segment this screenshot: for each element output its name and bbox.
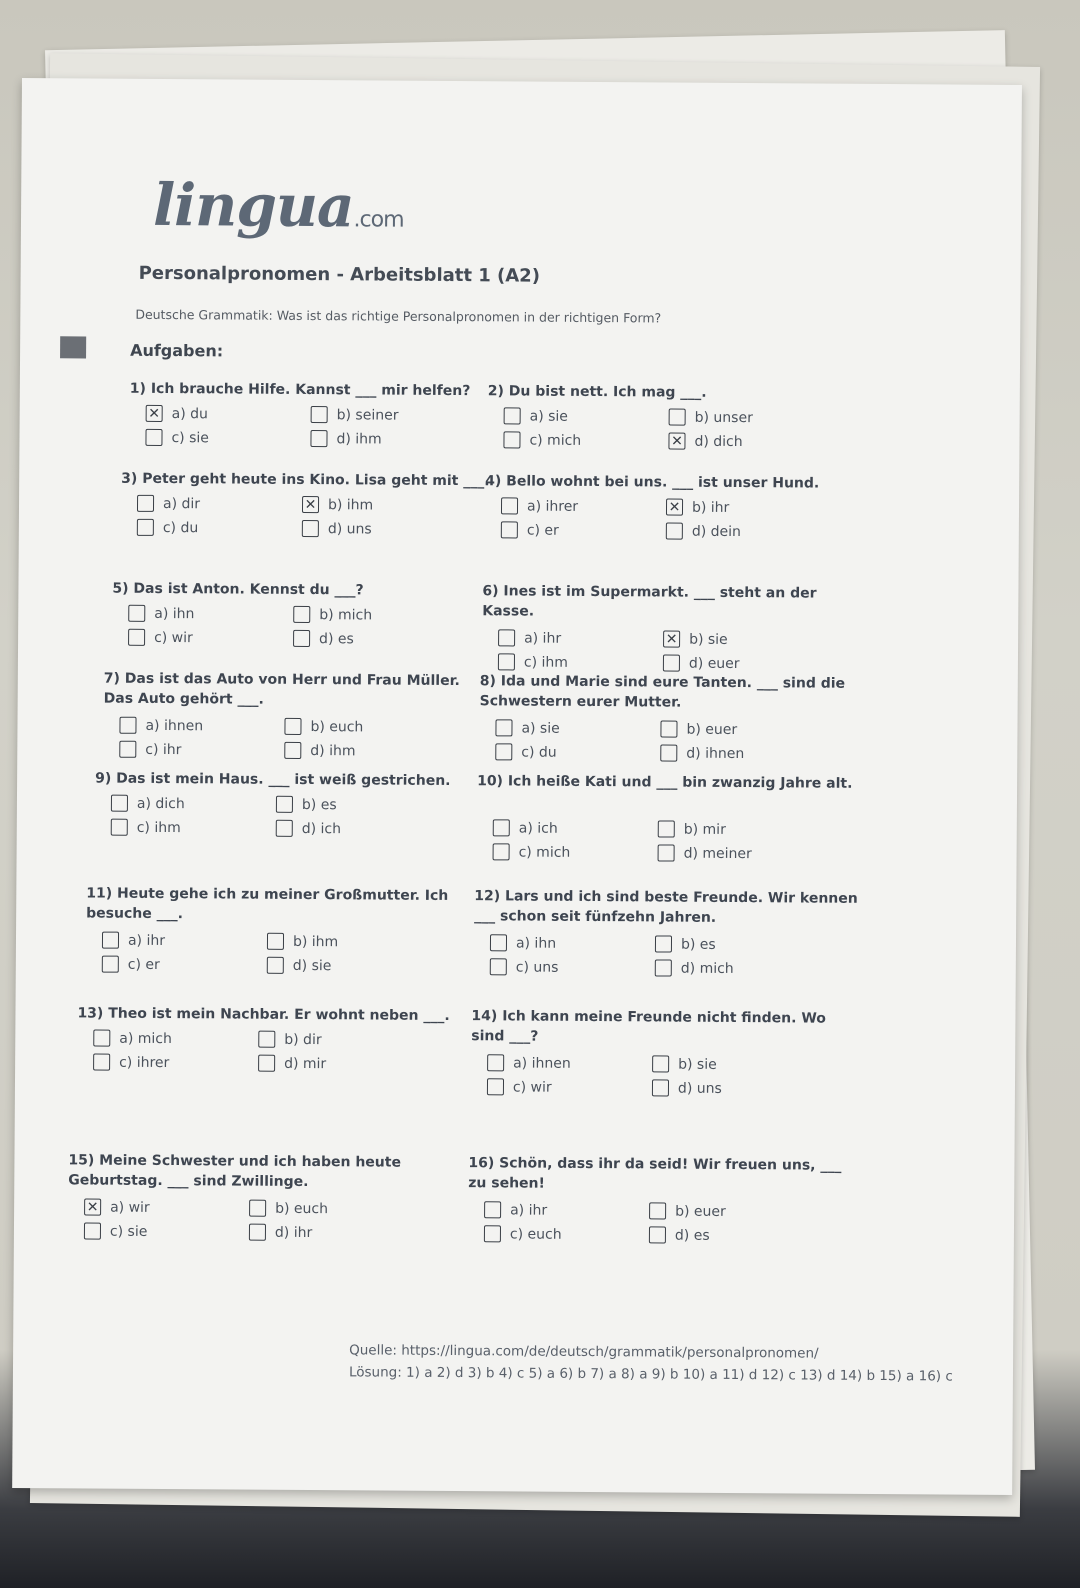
- checkbox-a[interactable]: [137, 495, 154, 512]
- question-6: 6) Ines ist im Supermarkt. ___ steht an der Kasse.: [482, 583, 817, 620]
- checkbox-b[interactable]: [249, 1200, 266, 1217]
- option-d[interactable]: [284, 742, 355, 759]
- option-c[interactable]: [487, 1078, 552, 1095]
- option-label: d) ihr: [274, 1224, 313, 1241]
- option-label: d) meiner: [683, 845, 752, 862]
- checkbox-d[interactable]: [284, 742, 301, 759]
- checkbox-c[interactable]: [490, 958, 507, 975]
- question-9-options: [111, 795, 441, 851]
- option-label: a) dir: [162, 495, 201, 512]
- question-11-options: [102, 932, 432, 988]
- option-d[interactable]: [276, 820, 341, 837]
- option-label: c) sie: [109, 1223, 148, 1240]
- checkbox-d[interactable]: [302, 520, 319, 537]
- checkbox-d[interactable]: [658, 844, 675, 861]
- option-b[interactable]: [293, 606, 372, 624]
- option-a[interactable]: [146, 405, 208, 422]
- option-c[interactable]: [119, 741, 181, 758]
- option-d[interactable]: [660, 744, 744, 762]
- checkbox-d[interactable]: [310, 430, 327, 447]
- option-a[interactable]: [484, 1201, 547, 1218]
- option-label: b) seiner: [336, 406, 399, 424]
- checkbox-d[interactable]: [267, 957, 284, 974]
- option-label: c) sie: [171, 429, 209, 446]
- page-title: Personalpronomen - Arbeitsblatt 1 (A2): [138, 262, 541, 287]
- question-13: 13) Theo ist mein Nachbar. Er wohnt neben ___.: [77, 1005, 450, 1025]
- option-label: d) es: [674, 1227, 710, 1244]
- option-label: a) ihr: [510, 1201, 548, 1219]
- option-label: b) euer: [686, 721, 738, 738]
- option-label: d) uns: [327, 520, 372, 537]
- option-c[interactable]: [128, 629, 193, 646]
- option-label: a) mich: [119, 1030, 172, 1047]
- checkbox-b[interactable]: ✕: [666, 499, 683, 516]
- option-label: a) du: [171, 405, 208, 422]
- option-label: d) euer: [688, 655, 740, 672]
- question-5-options: [128, 605, 458, 661]
- option-label: d) mich: [680, 960, 734, 977]
- option-a[interactable]: [495, 719, 559, 736]
- checkbox-d[interactable]: [663, 654, 680, 671]
- checkbox-d[interactable]: [652, 1079, 669, 1096]
- checkbox-a[interactable]: [102, 932, 119, 949]
- checkbox-a[interactable]: [93, 1030, 110, 1047]
- option-b[interactable]: [276, 796, 337, 813]
- question-12: 12) Lars und ich sind beste Freunde. Wir kennen ___ schon seit fünfzehn Jahren.: [474, 888, 858, 926]
- option-label: b) sie: [689, 631, 728, 648]
- option-b[interactable]: [249, 1200, 328, 1218]
- option-label: a) sie: [521, 720, 560, 737]
- question-8-options: [495, 719, 825, 775]
- option-label: b) mich: [319, 606, 373, 623]
- option-label: b) ihr: [691, 499, 730, 516]
- checkbox-c[interactable]: [111, 819, 128, 836]
- checkbox-a[interactable]: ✕: [146, 405, 163, 422]
- worksheet-page: [12, 78, 1022, 1495]
- checkbox-b[interactable]: [655, 935, 672, 952]
- question-9: 9) Das ist mein Haus. ___ ist weiß gestrichen.: [95, 770, 451, 790]
- checkbox-d[interactable]: [258, 1055, 275, 1072]
- option-b[interactable]: [652, 1055, 717, 1072]
- option-label: b) euer: [675, 1203, 726, 1220]
- checkbox-a[interactable]: [501, 497, 518, 514]
- question-4: 4) Bello wohnt bei uns. ___ ist unser Hund.: [485, 473, 820, 492]
- option-label: b) ihm: [327, 496, 374, 513]
- option-label: c) er: [526, 522, 559, 539]
- option-label: c) er: [127, 956, 160, 973]
- checkbox-d[interactable]: [276, 820, 293, 837]
- question-4-options: [501, 497, 831, 553]
- option-a[interactable]: [119, 717, 203, 735]
- checkbox-a[interactable]: [498, 629, 515, 646]
- checkbox-c[interactable]: [503, 431, 520, 448]
- option-c[interactable]: [484, 1225, 562, 1243]
- checkbox-b[interactable]: [293, 606, 310, 623]
- checkbox-c[interactable]: [495, 743, 512, 760]
- option-a[interactable]: [493, 819, 558, 836]
- option-d[interactable]: [655, 959, 734, 977]
- question-12-options: [490, 934, 820, 990]
- option-label: d) ich: [301, 820, 342, 837]
- option-label: c) euch: [509, 1225, 562, 1243]
- checkbox-c[interactable]: [501, 521, 518, 538]
- checkbox-a[interactable]: [504, 407, 521, 424]
- option-b[interactable]: [655, 935, 716, 952]
- question-10-options: [492, 819, 822, 875]
- question-2-options: [503, 407, 833, 463]
- option-c[interactable]: [93, 1054, 169, 1072]
- option-label: c) ihm: [136, 819, 181, 836]
- option-label: c) mich: [529, 432, 582, 449]
- checkbox-d[interactable]: [660, 744, 677, 761]
- option-label: d) sie: [292, 957, 332, 974]
- option-label: d) mir: [284, 1055, 327, 1072]
- option-d[interactable]: [663, 654, 740, 672]
- option-label: a) dich: [136, 795, 185, 812]
- option-b[interactable]: [658, 820, 726, 837]
- option-label: d) uns: [677, 1080, 722, 1097]
- option-b[interactable]: [311, 406, 399, 424]
- question-10: 10) Ich heiße Kati und ___ bin zwanzig Jahre alt.: [477, 773, 853, 792]
- checkbox-b[interactable]: [311, 406, 328, 423]
- source-line: Quelle: https://lingua.com/de/deutsch/grammatik/personalpronomen/: [349, 1342, 819, 1362]
- checkbox-d[interactable]: ✕: [668, 433, 685, 450]
- option-b[interactable]: [302, 496, 373, 513]
- checkbox-a[interactable]: [484, 1201, 501, 1218]
- question-7: 7) Das ist das Auto von Herr und Frau Müller. Das Auto gehört ___.: [103, 670, 460, 708]
- option-label: c) ihm: [523, 654, 569, 671]
- option-a[interactable]: [137, 495, 200, 512]
- option-c[interactable]: [102, 956, 160, 973]
- option-d[interactable]: [302, 520, 372, 537]
- checkbox-c[interactable]: [119, 741, 136, 758]
- checkbox-a[interactable]: [119, 717, 136, 734]
- question-1-options: [145, 405, 475, 461]
- option-a[interactable]: [84, 1198, 150, 1215]
- question-8: 8) Ida und Marie sind eure Tanten. ___ sind die Schwestern eurer Mutter.: [479, 673, 846, 711]
- option-a[interactable]: [102, 932, 165, 949]
- option-label: a) ihnen: [513, 1054, 571, 1072]
- option-label: b) ihm: [292, 933, 339, 950]
- checkbox-a[interactable]: [495, 719, 512, 736]
- option-a[interactable]: [128, 605, 194, 622]
- section-heading: Aufgaben:: [130, 340, 224, 361]
- option-c[interactable]: [498, 653, 568, 670]
- option-label: d) dein: [691, 523, 741, 540]
- checkbox-b[interactable]: [660, 720, 677, 737]
- option-label: b) unser: [694, 409, 753, 426]
- option-label: b) mir: [683, 821, 726, 838]
- question-16-options: [484, 1201, 814, 1257]
- checkbox-c[interactable]: [498, 653, 515, 670]
- option-label: d) ihm: [336, 430, 382, 448]
- option-d[interactable]: [310, 430, 381, 447]
- option-label: a) wir: [110, 1199, 150, 1216]
- option-c[interactable]: [503, 431, 581, 449]
- checkbox-d[interactable]: [655, 959, 672, 976]
- checkbox-b[interactable]: [669, 409, 686, 426]
- checkbox-b[interactable]: [267, 933, 284, 950]
- option-b[interactable]: [284, 718, 363, 736]
- question-5: 5) Das ist Anton. Kennst du ___?: [112, 580, 364, 599]
- checkbox-a[interactable]: [493, 819, 510, 836]
- option-label: b) sie: [678, 1056, 717, 1073]
- question-15-options: [84, 1198, 414, 1254]
- lingua-logo: lingua.com: [152, 170, 404, 241]
- checkbox-b[interactable]: [258, 1031, 275, 1048]
- option-c[interactable]: [501, 521, 559, 538]
- option-label: d) ihnen: [686, 745, 745, 762]
- checkbox-b[interactable]: ✕: [663, 630, 680, 647]
- option-c[interactable]: [137, 519, 198, 536]
- page-subtitle: Deutsche Grammatik: Was ist das richtige Personalpronomen in der richtigen Form?: [135, 306, 662, 326]
- option-label: c) uns: [515, 958, 559, 976]
- checkbox-d[interactable]: [649, 1226, 666, 1243]
- option-label: c) wir: [154, 629, 193, 646]
- question-3-options: [137, 495, 467, 551]
- checkbox-c[interactable]: [137, 519, 154, 536]
- option-b[interactable]: [649, 1202, 726, 1220]
- option-label: c) ihr: [145, 741, 182, 758]
- option-label: d) dich: [694, 433, 743, 450]
- option-d[interactable]: [258, 1055, 326, 1072]
- option-d[interactable]: [293, 630, 354, 647]
- checkbox-c[interactable]: [493, 843, 510, 860]
- question-7-options: [119, 717, 449, 773]
- option-label: c) wir: [512, 1078, 552, 1096]
- option-label: a) ich: [518, 819, 558, 837]
- question-16: 16) Schön, dass ihr da seid! Wir freuen uns, ___ zu sehen!: [468, 1155, 842, 1192]
- checkbox-b[interactable]: [652, 1055, 669, 1072]
- option-a[interactable]: [501, 497, 578, 515]
- option-a[interactable]: [490, 934, 556, 951]
- option-d[interactable]: [649, 1226, 710, 1243]
- checkbox-a[interactable]: [487, 1054, 504, 1071]
- option-b[interactable]: [267, 933, 338, 950]
- question-11: 11) Heute gehe ich zu meiner Großmutter. Ich besuche ___.: [86, 885, 449, 923]
- checkbox-a[interactable]: [111, 795, 128, 812]
- option-a[interactable]: [487, 1054, 571, 1072]
- option-c[interactable]: [84, 1222, 148, 1239]
- option-label: a) ihrer: [526, 498, 579, 515]
- option-label: a) ihn: [515, 934, 557, 952]
- section-marker-square: [60, 336, 86, 358]
- option-label: c) du: [521, 744, 557, 761]
- option-c[interactable]: [493, 843, 571, 861]
- checkbox-d[interactable]: [293, 630, 310, 647]
- option-label: a) ihnen: [145, 717, 204, 734]
- question-1: 1) Ich brauche Hilfe. Kannst ___ mir helfen?: [129, 380, 471, 400]
- option-label: b) es: [680, 936, 716, 953]
- checkbox-c[interactable]: [93, 1054, 110, 1071]
- option-a[interactable]: [498, 629, 561, 646]
- option-label: b) euch: [275, 1200, 329, 1217]
- question-15: 15) Meine Schwester und ich haben heute Geburtstag. ___ sind Zwillinge.: [68, 1152, 402, 1191]
- checkbox-b[interactable]: [649, 1202, 666, 1219]
- checkbox-b[interactable]: [658, 820, 675, 837]
- option-b[interactable]: [666, 499, 729, 516]
- checkbox-c[interactable]: [484, 1225, 501, 1242]
- option-d[interactable]: [652, 1079, 722, 1096]
- checkbox-b[interactable]: [276, 796, 293, 813]
- option-label: c) du: [162, 519, 199, 536]
- checkbox-c[interactable]: [102, 956, 119, 973]
- option-label: a) ihr: [127, 932, 166, 949]
- option-label: d) ihm: [310, 742, 356, 759]
- checkbox-d[interactable]: [666, 523, 683, 540]
- option-label: a) ihn: [154, 605, 195, 622]
- option-d[interactable]: [666, 523, 741, 541]
- option-b[interactable]: [660, 720, 737, 738]
- option-label: d) es: [319, 630, 354, 647]
- solution-line: Lösung: 1) a 2) d 3) b 4) c 5) a 6) b 7) a 8) a 9) b 10) a 11) d 12) c 13) d 14) b 15) a 16) c: [348, 1364, 953, 1385]
- option-c[interactable]: [145, 429, 209, 446]
- option-b[interactable]: [669, 409, 753, 427]
- checkbox-c[interactable]: [128, 629, 145, 646]
- option-c[interactable]: [490, 958, 559, 975]
- option-b[interactable]: [258, 1031, 321, 1048]
- option-label: b) dir: [284, 1031, 322, 1048]
- option-b[interactable]: [663, 630, 728, 647]
- question-13-options: [93, 1030, 423, 1086]
- checkbox-a[interactable]: [490, 934, 507, 951]
- question-2: 2) Du bist nett. Ich mag ___.: [487, 383, 707, 401]
- option-label: b) es: [301, 796, 337, 813]
- option-a[interactable]: [111, 795, 185, 813]
- option-label: c) ihrer: [119, 1054, 170, 1071]
- option-a[interactable]: [504, 407, 568, 424]
- checkbox-c[interactable]: [487, 1078, 504, 1095]
- option-label: c) mich: [518, 843, 571, 861]
- option-d[interactable]: [668, 433, 742, 451]
- option-label: b) euch: [310, 718, 364, 735]
- option-a[interactable]: [93, 1030, 172, 1048]
- option-d[interactable]: [249, 1224, 312, 1241]
- option-label: a) ihr: [524, 630, 562, 647]
- option-label: a) sie: [529, 408, 569, 425]
- option-d[interactable]: [658, 844, 752, 862]
- option-d[interactable]: [267, 957, 332, 974]
- checkbox-b[interactable]: [284, 718, 301, 735]
- checkbox-c[interactable]: [84, 1222, 101, 1239]
- checkbox-b[interactable]: ✕: [302, 496, 319, 513]
- question-14-options: [487, 1054, 817, 1110]
- option-c[interactable]: [111, 819, 181, 836]
- question-14: 14) Ich kann meine Freunde nicht finden. Wo sind ___?: [471, 1008, 826, 1045]
- checkbox-c[interactable]: [145, 429, 162, 446]
- checkbox-a[interactable]: [128, 605, 145, 622]
- checkbox-d[interactable]: [249, 1224, 266, 1241]
- question-3: 3) Peter geht heute ins Kino. Lisa geht mit ___.: [121, 470, 490, 490]
- checkbox-a[interactable]: ✕: [84, 1198, 101, 1215]
- option-c[interactable]: [495, 743, 556, 760]
